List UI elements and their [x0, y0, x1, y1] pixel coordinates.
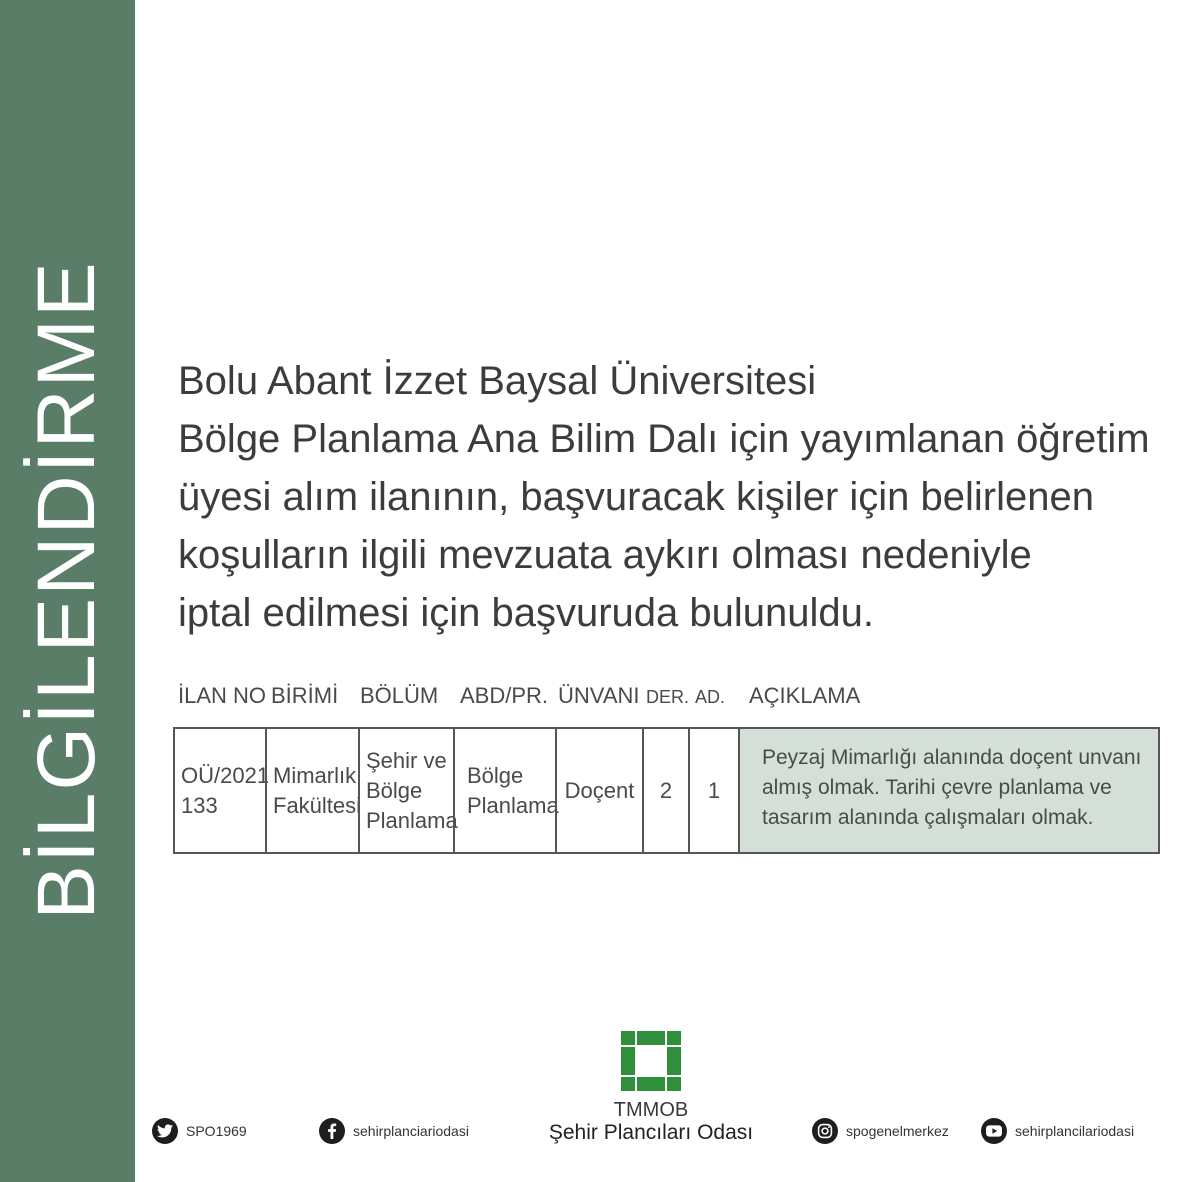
announcement-line: koşulların ilgili mevzuata aykırı olması nedeniyle	[178, 533, 1032, 577]
cell-line: tasarım alanında çalışmaları olmak.	[762, 806, 1094, 829]
cell-line: Bölge	[467, 762, 524, 788]
cell-aciklama	[738, 727, 1160, 854]
cell-line: Şehir ve	[366, 747, 447, 773]
announcement-line: üyesi alım ilanının, başvuracak kişiler için belirlenen	[178, 475, 1094, 519]
cell-line: Fakültesi	[273, 792, 362, 818]
cell-line: 133	[181, 792, 218, 818]
announcement-line: Bolu Abant İzzet Baysal Üniversitesi	[178, 359, 817, 403]
cell-bolum	[358, 727, 458, 854]
social-instagram[interactable]	[812, 1118, 949, 1144]
cell-line: Bölge	[366, 777, 423, 803]
header-der: DER.	[646, 687, 690, 707]
cell-birimi	[265, 727, 360, 854]
cell-ad	[688, 727, 740, 854]
social-twitter[interactable]	[152, 1118, 247, 1144]
tmmob-logo-icon	[621, 1031, 681, 1091]
org-short-name: TMMOB	[613, 1099, 689, 1121]
sidebar-banner	[0, 0, 135, 1182]
header-unvani: ÜNVANI	[558, 683, 640, 708]
cell-line: 1	[707, 777, 721, 803]
social-handle: sehirplanciariodasi	[353, 1123, 469, 1139]
cell-line: Planlama	[366, 807, 458, 833]
cell-line: Mimarlık	[273, 762, 357, 788]
social-facebook[interactable]	[319, 1118, 469, 1144]
cell-line: OÜ/2021	[181, 762, 270, 788]
announcement-line: iptal edilmesi için başvuruda bulunuldu.	[178, 591, 874, 635]
header-aciklama: AÇIKLAMA	[749, 683, 861, 708]
header-ad: AD.	[695, 687, 726, 707]
sidebar-title: BİLGİLENDİRME	[21, 260, 112, 920]
cell-line: Planlama	[467, 792, 559, 818]
cell-ilan-no	[173, 727, 270, 854]
twitter-icon	[152, 1118, 178, 1144]
facebook-icon	[319, 1118, 345, 1144]
header-birimi: BİRİMİ	[271, 683, 339, 708]
cell-line: almış olmak. Tarihi çevre planlama ve	[762, 776, 1112, 799]
header-bolum: BÖLÜM	[360, 683, 439, 708]
youtube-icon	[981, 1118, 1007, 1144]
social-handle: sehirplancilariodasi	[1015, 1123, 1135, 1139]
social-youtube[interactable]	[981, 1118, 1134, 1144]
instagram-icon	[812, 1118, 838, 1144]
cell-line: Peyzaj Mimarlığı alanında doçent unvanı	[762, 746, 1142, 769]
cell-unvani	[555, 727, 644, 854]
cell-der	[642, 727, 690, 854]
social-handle: spogenelmerkez	[846, 1123, 949, 1139]
social-handle: SPO1969	[186, 1123, 247, 1139]
cell-line: 2	[659, 777, 673, 803]
announcement-line: Bölge Planlama Ana Bilim Dalı için yayımlanan öğretim	[178, 417, 1150, 461]
announcement-text	[178, 352, 1158, 642]
header-ilan-no: İLAN NO	[178, 683, 267, 708]
header-abd: ABD/PR.	[460, 683, 549, 708]
cell-line: Doçent	[564, 777, 635, 803]
org-name: Şehir Plancıları Odası	[548, 1121, 754, 1144]
cell-abd	[453, 727, 557, 854]
